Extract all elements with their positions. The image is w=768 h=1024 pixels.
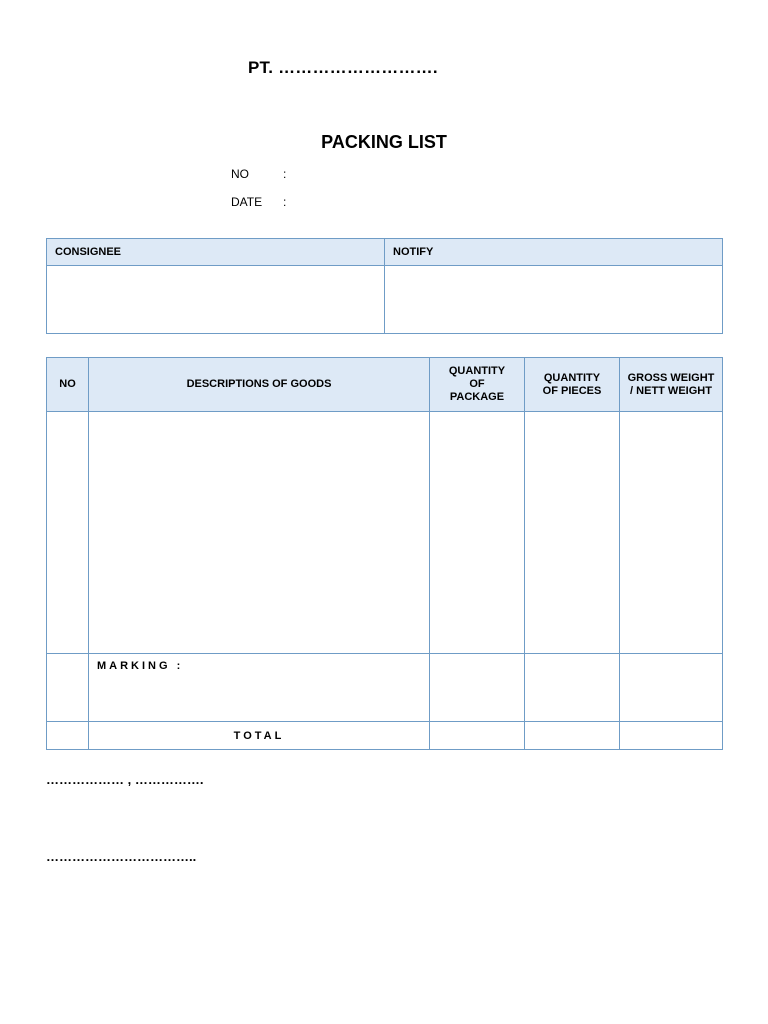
- consignee-header: CONSIGNEE: [47, 239, 385, 266]
- marking-weight-cell: [620, 654, 723, 722]
- total-package-cell: [430, 722, 525, 750]
- total-pieces-cell: [525, 722, 620, 750]
- signature-name-line: ……………………………..: [46, 849, 197, 864]
- marking-label: MARKING :: [97, 660, 184, 672]
- date-label: DATE: [231, 195, 263, 209]
- goods-weight-cell: [620, 412, 723, 654]
- date-field: [231, 195, 286, 209]
- column-header-quantity-package: QUANTITY OF PACKAGE: [430, 358, 525, 412]
- total-cell: [89, 722, 430, 750]
- goods-description-cell: [89, 412, 430, 654]
- consignee-cell: [47, 266, 385, 334]
- parties-table: [46, 238, 723, 334]
- marking-package-cell: [430, 654, 525, 722]
- goods-pieces-cell: [525, 412, 620, 654]
- total-label: TOTAL: [233, 729, 285, 742]
- notify-header: NOTIFY: [385, 239, 723, 266]
- column-header-weight: GROSS WEIGHT / NETT WEIGHT: [620, 358, 723, 412]
- document-title: PACKING LIST: [321, 132, 447, 152]
- goods-no-cell: [47, 412, 89, 654]
- column-header-quantity-pieces: QUANTITY OF PIECES: [525, 358, 620, 412]
- number-label: NO: [231, 167, 249, 181]
- column-header-no: NO: [47, 358, 89, 412]
- goods-table: [46, 357, 723, 750]
- total-no-cell: [47, 722, 89, 750]
- number-separator: :: [283, 167, 287, 181]
- column-header-description: DESCRIPTIONS OF GOODS: [89, 358, 430, 412]
- notify-cell: [385, 266, 723, 334]
- goods-package-cell: [430, 412, 525, 654]
- marking-no-cell: [47, 654, 89, 722]
- marking-cell: [89, 654, 430, 722]
- total-weight-cell: [620, 722, 723, 750]
- number-field: [231, 167, 286, 181]
- place-date-line: ……………… , …………….: [46, 772, 204, 787]
- company-name: PT. ……………………….: [248, 58, 438, 77]
- date-separator: :: [283, 195, 287, 209]
- marking-pieces-cell: [525, 654, 620, 722]
